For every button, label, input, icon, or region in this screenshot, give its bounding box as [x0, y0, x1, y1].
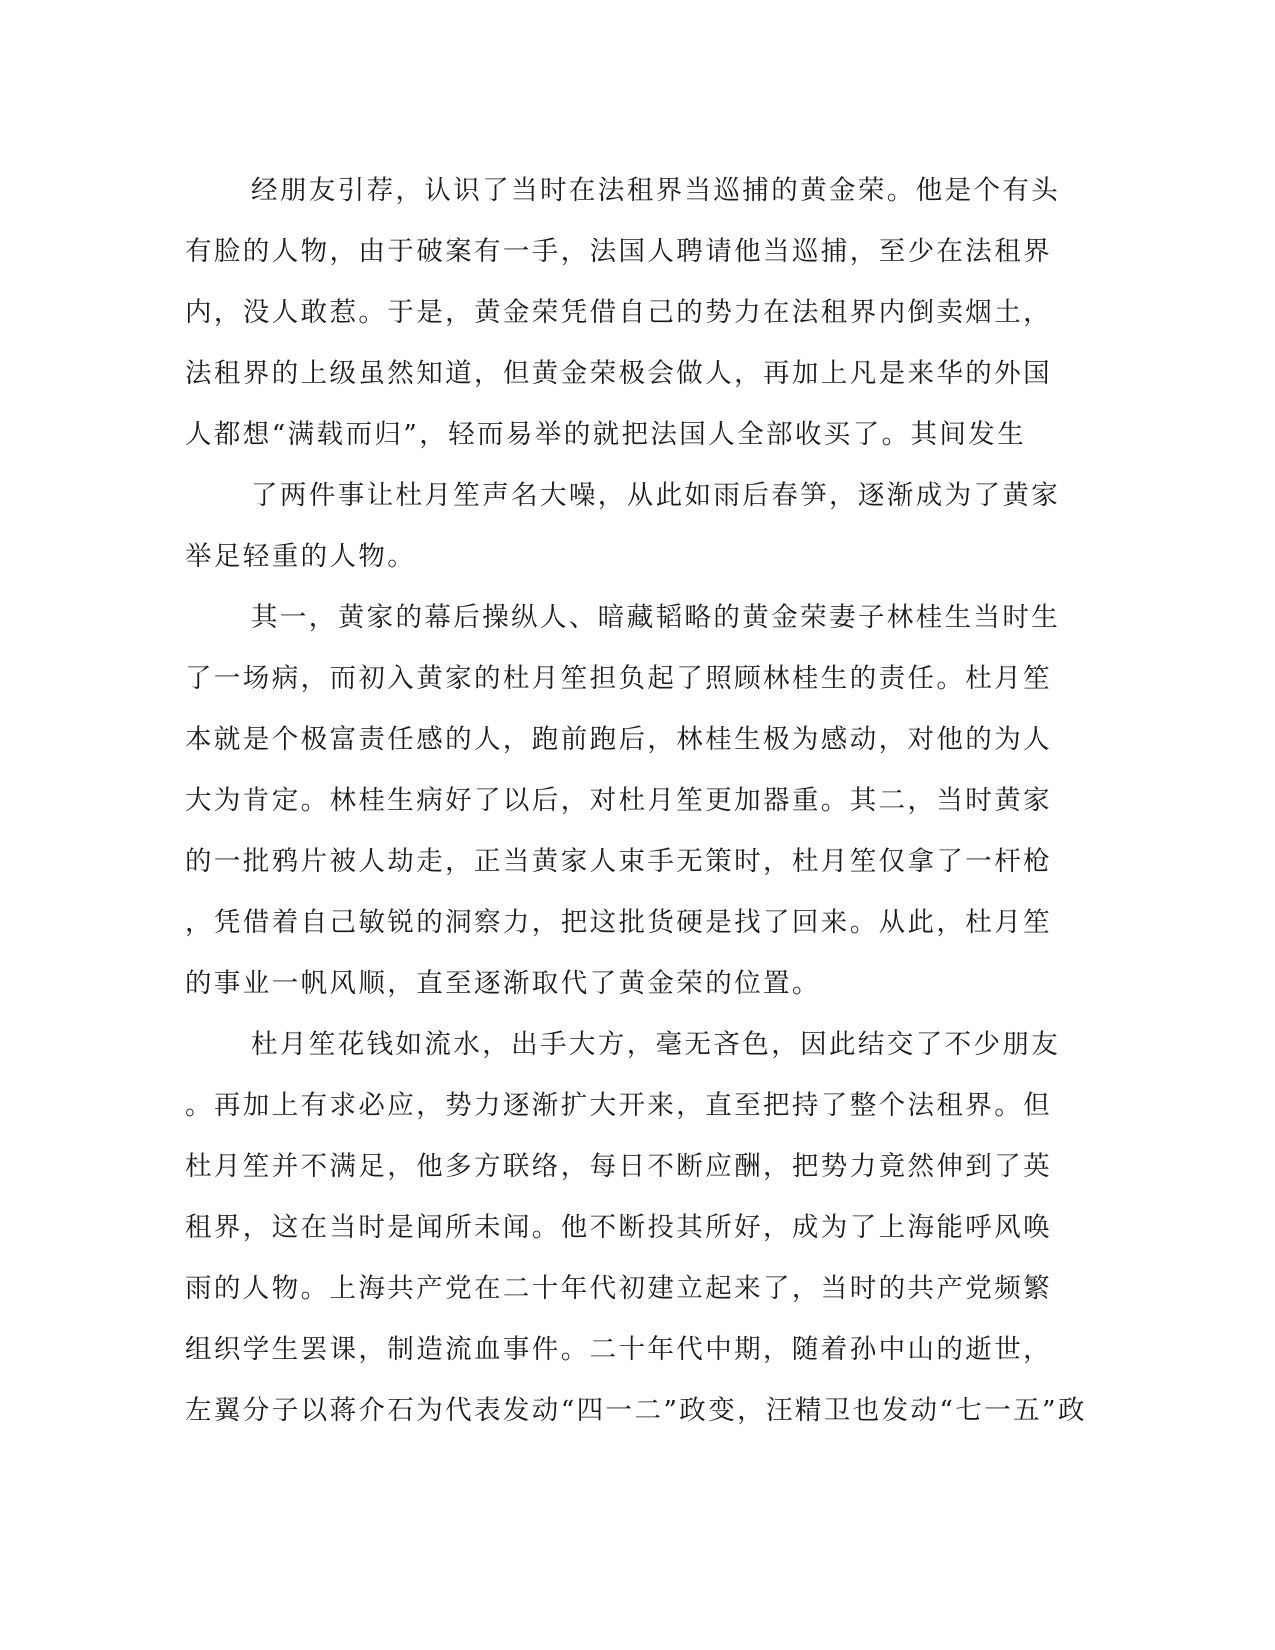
text-line: 经朋友引荐，认识了当时在法租界当巡捕的黄金荣。他是个有头 [251, 175, 1061, 206]
text-line: 有脸的人物，由于破案有一手，法国人聘请他当巡捕，至少在法租界 [185, 236, 1052, 267]
text-line: 其一，黄家的幕后操纵人、暗藏韬略的黄金荣妻子林桂生当时生 [251, 602, 1061, 633]
text-line: 的一批鸦片被人劫走，正当黄家人束手无策时，杜月笙仅拿了一杆枪 [185, 846, 1052, 877]
text-line: 了一场病，而初入黄家的杜月笙担负起了照顾林桂生的责任。杜月笙 [185, 663, 1052, 694]
text-line: 租界，这在当时是闻所未闻。他不断投其所好，成为了上海能呼风唤 [185, 1212, 1052, 1243]
text-line: 组织学生罢课，制造流血事件。二十年代中期，随着孙中山的逝世， [185, 1334, 1052, 1365]
text-line: 左翼分子以蒋介石为代表发动“四一二”政变，汪精卫也发动“七一五”政 [185, 1395, 1087, 1426]
text-line: 人都想“满载而归”，轻而易举的就把法国人全部收买了。其间发生 [185, 419, 1027, 450]
text-line: 雨的人物。上海共产党在二十年代初建立起来了，当时的共产党频繁 [185, 1273, 1052, 1304]
text-line: 的事业一帆风顺，直至逐渐取代了黄金荣的位置。 [185, 968, 821, 999]
text-line: 。再加上有求必应，势力逐渐扩大开来，直至把持了整个法租界。但 [185, 1090, 1052, 1121]
text-line: 杜月笙花钱如流水，出手大方，毫无吝色，因此结交了不少朋友 [251, 1029, 1061, 1060]
text-line: ，凭借着自己敏锐的洞察力，把这批货硬是找了回来。从此，杜月笙 [185, 907, 1052, 938]
text-line: 大为肯定。林桂生病好了以后，对杜月笙更加器重。其二，当时黄家 [185, 785, 1052, 816]
text-line: 内，没人敢惹。于是，黄金荣凭借自己的势力在法租界内倒卖烟土， [185, 297, 1052, 328]
text-line: 了两件事让杜月笙声名大噪，从此如雨后春笋，逐渐成为了黄家 [251, 480, 1061, 511]
text-line: 本就是个极富责任感的人，跑前跑后，林桂生极为感动，对他的为人 [185, 724, 1052, 755]
text-line: 杜月笙并不满足，他多方联络，每日不断应酬，把势力竟然伸到了英 [185, 1151, 1052, 1182]
body-text [185, 160, 1087, 1441]
text-line: 法租界的上级虽然知道，但黄金荣极会做人，再加上凡是来华的外国 [185, 358, 1052, 389]
text-line: 举足轻重的人物。 [185, 541, 417, 572]
